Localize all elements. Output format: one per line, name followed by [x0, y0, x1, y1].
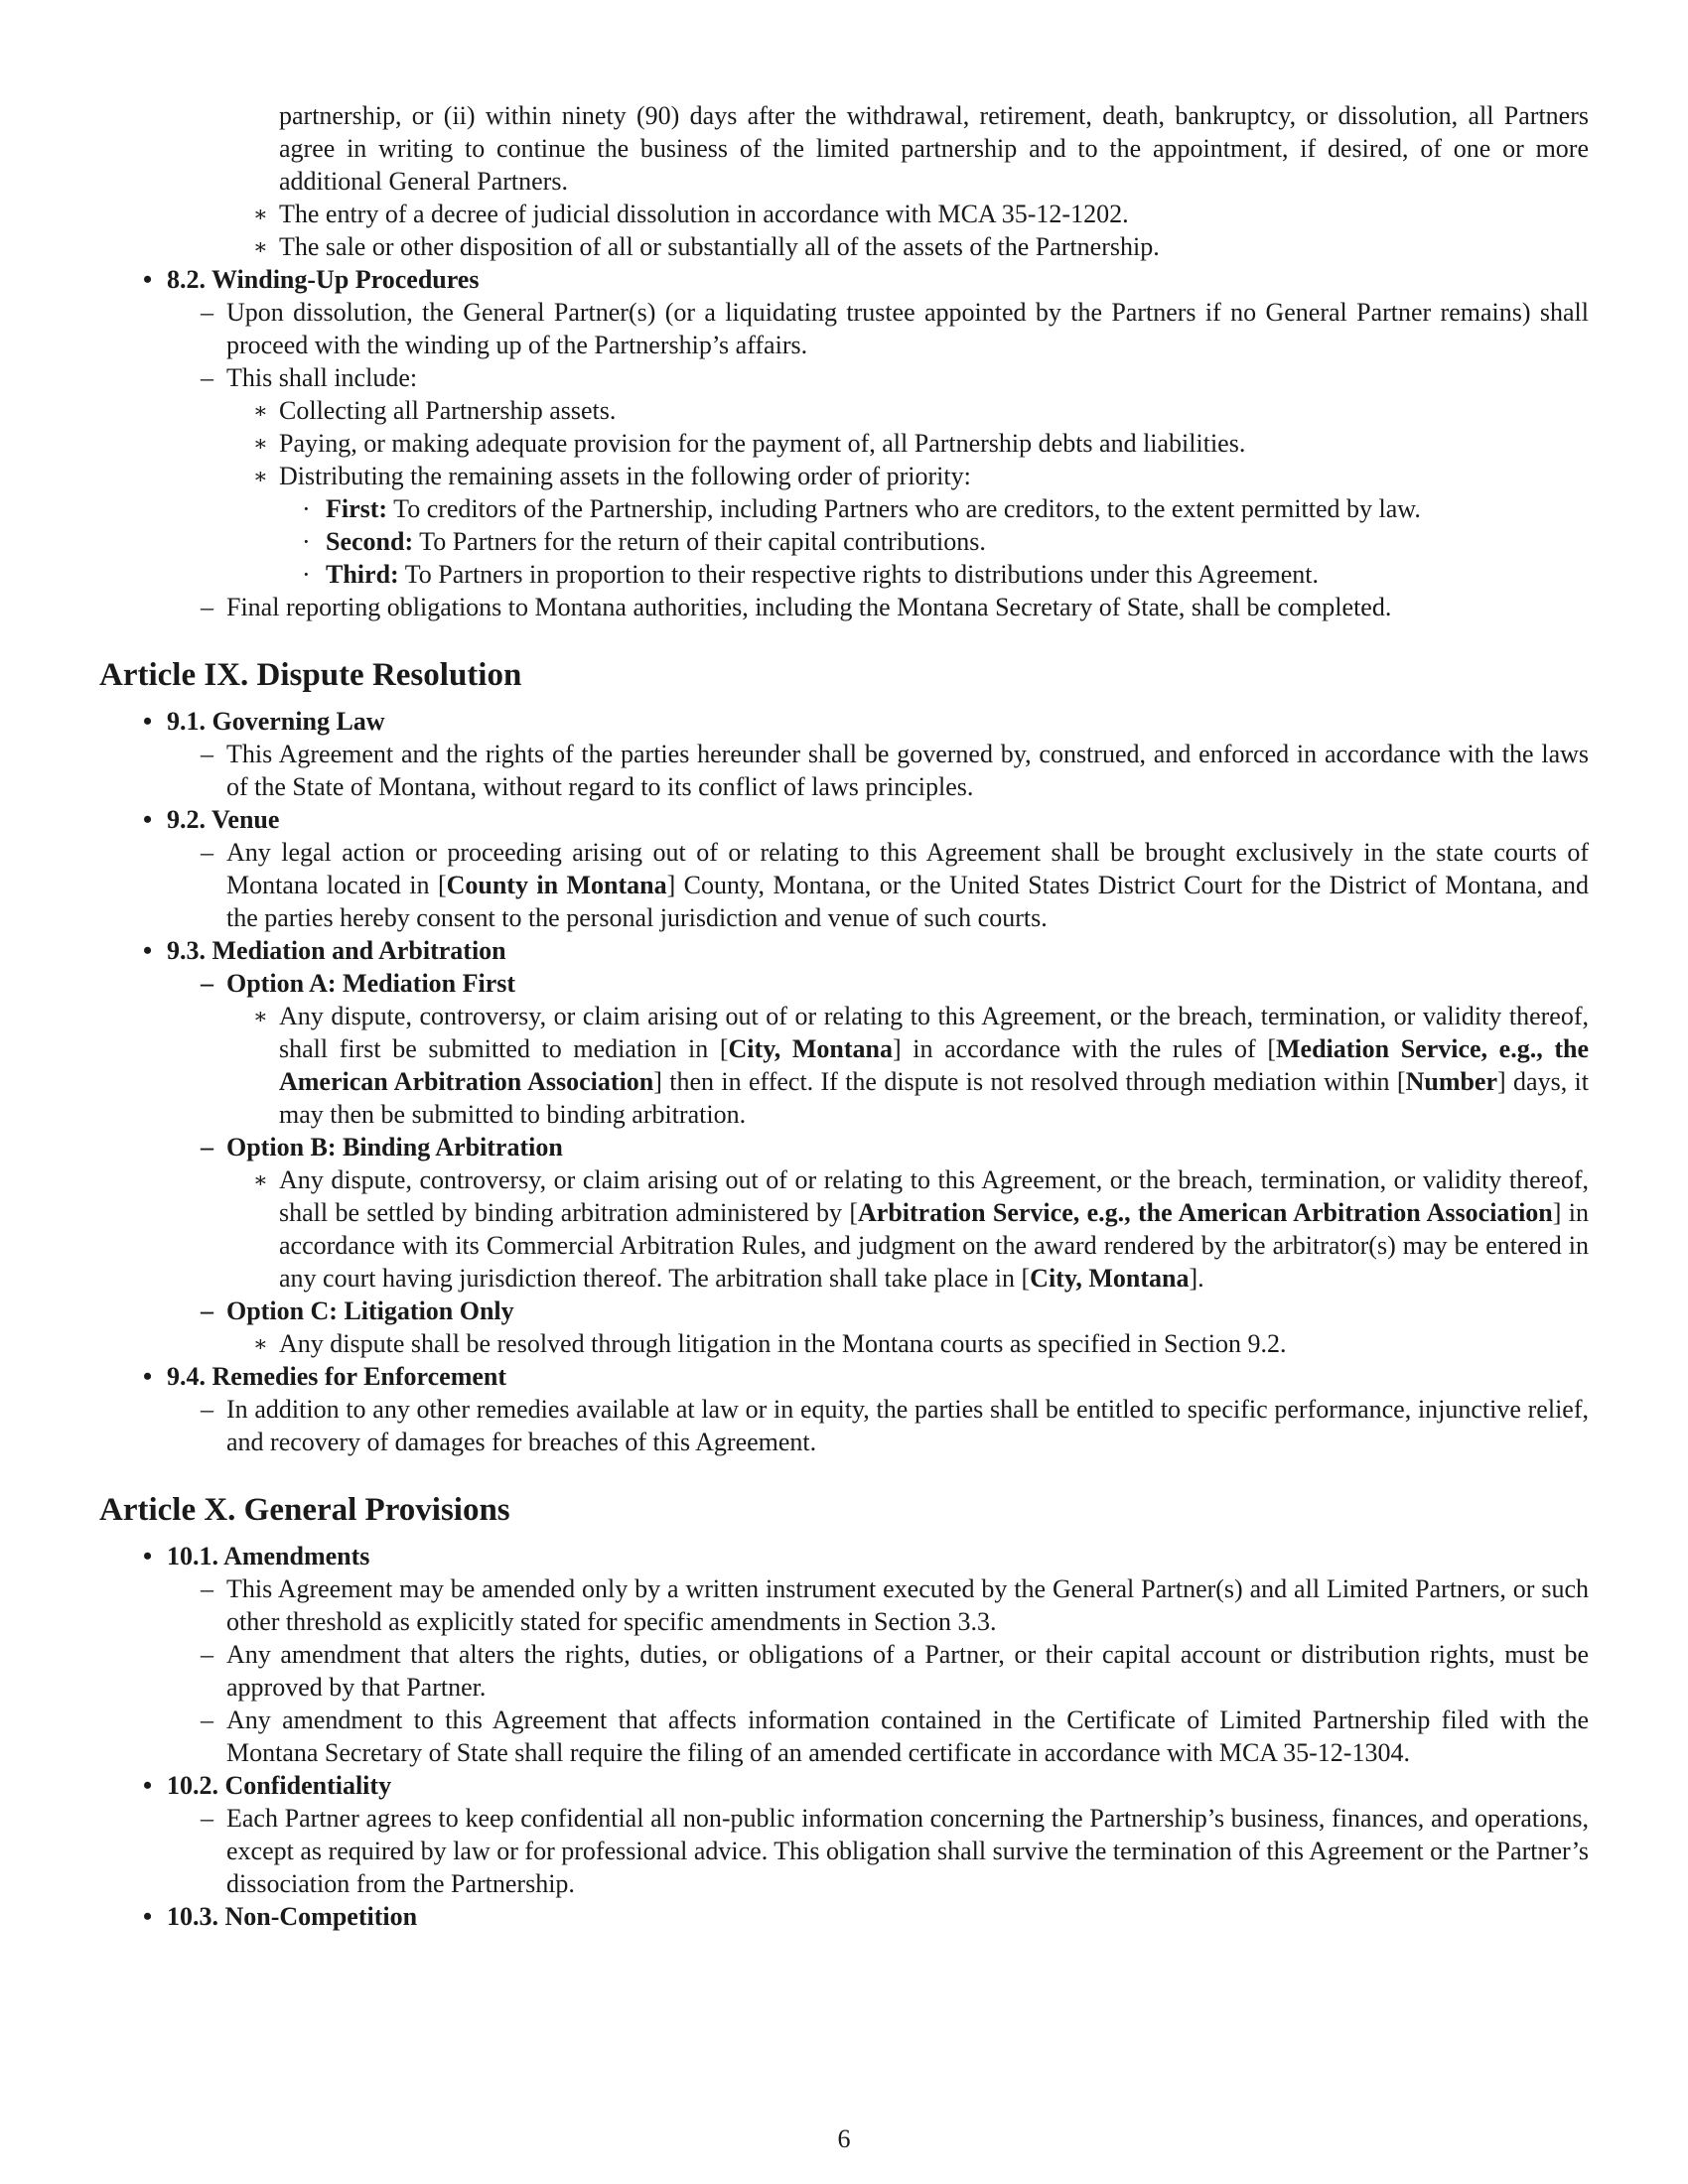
list-item: · Third: To Partners in proportion to their respective rights to distributions under this Agreement. [302, 560, 1320, 589]
list-item: – This shall include: [201, 363, 418, 392]
bullet-icon: • [143, 805, 153, 834]
section-title: • 9.2. Venue [143, 805, 280, 834]
list-item: – Any amendment that alters the rights, duties, or obligations of a Partner, or their capital account or distribution rights, must be approved by that Partner. [201, 1640, 1589, 1702]
bullet-icon: • [143, 1771, 153, 1800]
list-item: ∗ Any dispute shall be resolved through litigation in the Montana courts as specified in Section 9.2. [253, 1329, 1287, 1358]
option-title: – Option A: Mediation First [201, 969, 516, 998]
bullet-icon: • [143, 1542, 153, 1570]
star-marker-icon: ∗ [253, 202, 268, 226]
section-title: • 8.2. Winding-Up Procedures [143, 265, 480, 294]
dash-marker-icon: – [201, 1297, 213, 1325]
list-item: – In addition to any other remedies available at law or in equity, the parties shall be entitled to specific performance, injunctive relief, and recovery of damages for breaches of this Agreement. [201, 1395, 1589, 1456]
option-title: – Option B: Binding Arbitration [201, 1133, 563, 1161]
star-marker-icon: ∗ [253, 1331, 268, 1356]
dash-marker-icon: – [201, 740, 213, 768]
list-item: – Final reporting obligations to Montana authorities, including the Montana Secretary of State, shall be completed. [201, 593, 1392, 621]
section-title: • 10.2. Confidentiality [143, 1771, 392, 1800]
dash-marker-icon: – [201, 1640, 213, 1669]
dash-marker-icon: – [201, 298, 213, 327]
list-item: ∗ Collecting all Partnership assets. [253, 396, 617, 425]
list-item: – Each Partner agrees to keep confidential all non-public information concerning the Partnership’s business, finances, and operations, except as required by law or for professional advice. This obligation shall survive the termination of this Agreement or the Partner’s dissociation from the Partnership. [201, 1804, 1589, 1898]
dash-marker-icon: – [201, 838, 213, 867]
star-marker-icon: ∗ [253, 464, 268, 488]
star-marker-icon: ∗ [253, 1004, 268, 1028]
dash-marker-icon: – [201, 1133, 213, 1161]
bullet-icon: • [143, 1362, 153, 1391]
list-item: – This Agreement may be amended only by a written instrument executed by the General Partner(s) and all Limited Partners, or such other threshold as explicitly stated for specific amendments in Section 3.3. [201, 1574, 1589, 1636]
list-item: ∗ Any dispute, controversy, or claim arising out of or relating to this Agreement, or the breach, termination, or validity thereof, shall be settled by binding arbitration administered by [Arbitration Service, e.g., the American Arbitration Association] in accordance with its Commercial Arbitration Rules, and judgment on the award rendered by the arbitrator(s) may be entered in any court having jurisdiction thereof. The arbitration shall take place in [City, Montana]. [253, 1165, 1589, 1293]
dot-marker-icon: · [302, 560, 311, 589]
dash-marker-icon: – [201, 1706, 213, 1734]
list-item: ∗ The sale or other disposition of all or substantially all of the assets of the Partnership. [253, 232, 1160, 261]
page-number: 6 [837, 2124, 851, 2153]
list-item: – This Agreement and the rights of the parties hereunder shall be governed by, construed, and enforced in accordance with the laws of the State of Montana, without regard to its conflict of laws principles. [201, 740, 1589, 801]
dash-marker-icon: – [201, 1804, 213, 1833]
star-marker-icon: ∗ [253, 1167, 268, 1192]
star-marker-icon: ∗ [253, 431, 268, 456]
list-item: partnership, or (ii) within ninety (90) days after the withdrawal, retirement, death, bankruptcy, or dissolution, all Partners agree in writing to continue the business of the limited partnership and to the appointment, if desired, of one or more additional General Partners. [279, 101, 1589, 196]
section-title: • 10.1. Amendments [143, 1542, 370, 1570]
list-item: ∗ Any dispute, controversy, or claim arising out of or relating to this Agreement, or the breach, termination, or validity thereof, shall first be submitted to mediation in [City, Montana] in accordance with the rules of [Mediation Service, e.g., the American Arbitration Association] then in effect. If the dispute is not resolved through mediation within [Number] days, it may then be submitted to binding arbitration. [253, 1002, 1589, 1129]
section-title: • 9.3. Mediation and Arbitration [143, 936, 506, 965]
bullet-icon: • [143, 1902, 153, 1931]
bullet-icon: • [143, 707, 153, 736]
list-item: – Any amendment to this Agreement that affects information contained in the Certificate of Limited Partnership filed with the Montana Secretary of State shall require the filing of an amended certificate in accordance with MCA 35-12-1304. [201, 1706, 1589, 1767]
article-heading: Article X. General Provisions [99, 1492, 510, 1528]
list-item: · First: To creditors of the Partnership, including Partners who are creditors, to the extent permitted by law. [302, 494, 1421, 523]
list-item: ∗ The entry of a decree of judicial dissolution in accordance with MCA 35-12-1202. [253, 200, 1129, 228]
option-title: – Option C: Litigation Only [201, 1297, 514, 1325]
article-heading: Article IX. Dispute Resolution [99, 657, 522, 693]
star-marker-icon: ∗ [253, 398, 268, 423]
dot-marker-icon: · [302, 494, 311, 523]
list-item: – Upon dissolution, the General Partner(s) (or a liquidating trustee appointed by the Partners if no General Partner remains) shall proceed with the winding up of the Partnership’s affairs. [201, 298, 1589, 359]
list-item: ∗ Distributing the remaining assets in the following order of priority: [253, 462, 971, 490]
bullet-icon: • [143, 936, 153, 965]
dash-marker-icon: – [201, 1395, 213, 1424]
section-title: • 9.4. Remedies for Enforcement [143, 1362, 507, 1391]
dash-marker-icon: – [201, 363, 213, 392]
dot-marker-icon: · [302, 527, 311, 556]
bullet-icon: • [143, 265, 153, 294]
dash-marker-icon: – [201, 593, 213, 621]
section-title: • 9.1. Governing Law [143, 707, 385, 736]
dash-marker-icon: – [201, 1574, 213, 1603]
star-marker-icon: ∗ [253, 234, 268, 259]
section-title: • 10.3. Non-Competition [143, 1902, 418, 1931]
document-page [99, 99, 1589, 1933]
dash-marker-icon: – [201, 969, 213, 998]
list-item: · Second: To Partners for the return of their capital contributions. [302, 527, 986, 556]
list-item: ∗ Paying, or making adequate provision for the payment of, all Partnership debts and liabilities. [253, 429, 1246, 458]
list-item: – Any legal action or proceeding arising out of or relating to this Agreement shall be brought exclusively in the state courts of Montana located in [County in Montana] County, Montana, or the United States District Court for the District of Montana, and the parties hereby consent to the personal jurisdiction and venue of such courts. [201, 838, 1589, 932]
